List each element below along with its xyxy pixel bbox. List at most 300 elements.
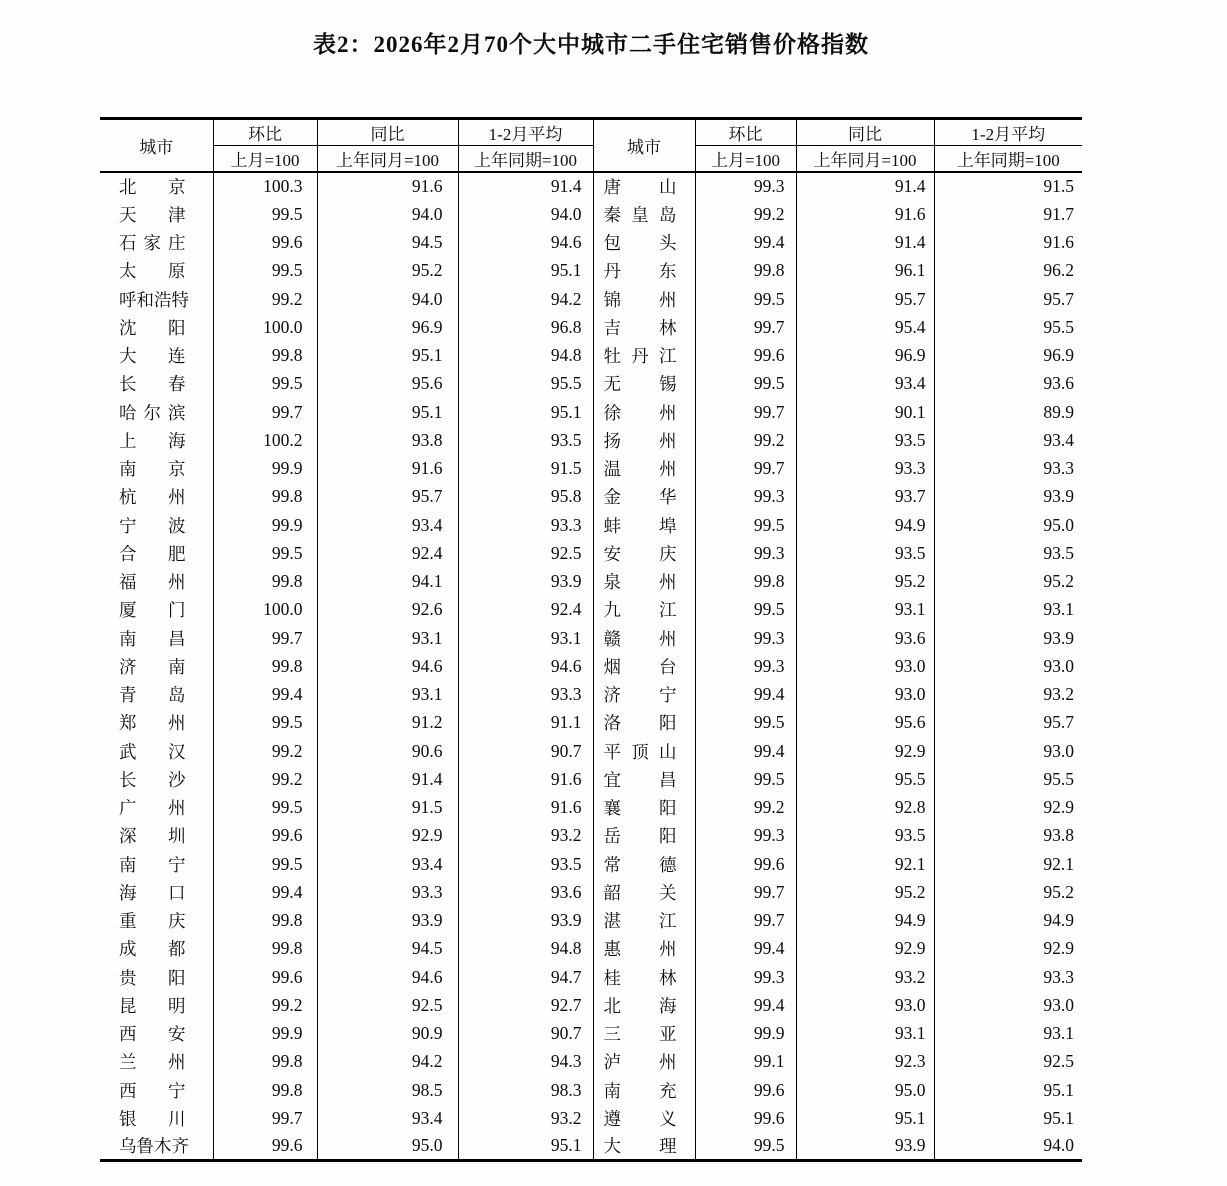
header-mom-right: 环比 (695, 119, 796, 146)
value-cell: 99.6 (213, 822, 317, 850)
value-cell: 99.5 (213, 370, 317, 398)
value-cell: 99.2 (213, 737, 317, 765)
value-cell: 93.0 (934, 652, 1082, 680)
value-cell: 93.6 (796, 624, 934, 652)
city-cell: 泸 州 (593, 1048, 695, 1076)
value-cell: 96.9 (796, 342, 934, 370)
value-cell: 99.2 (695, 794, 796, 822)
value-cell: 93.0 (796, 652, 934, 680)
city-cell: 合 肥 (119, 543, 186, 564)
value-cell: 100.2 (213, 426, 317, 454)
city-cell: 洛 阳 (593, 709, 695, 737)
value-cell: 94.5 (317, 229, 458, 257)
value-cell: 93.5 (934, 539, 1082, 567)
value-cell: 99.3 (695, 172, 796, 200)
city-cell: 青 岛 (119, 685, 186, 706)
value-cell: 91.5 (458, 455, 593, 483)
value-cell: 93.5 (458, 850, 593, 878)
value-cell: 99.4 (695, 991, 796, 1019)
value-cell: 99.8 (213, 652, 317, 680)
value-cell: 94.0 (317, 200, 458, 228)
value-cell: 93.1 (934, 596, 1082, 624)
value-cell: 99.5 (695, 370, 796, 398)
value-cell: 93.4 (317, 1104, 458, 1132)
table-row (100, 652, 1082, 680)
city-cell: 金 华 (593, 483, 695, 511)
value-cell: 99.9 (695, 1020, 796, 1048)
value-cell: 93.5 (796, 539, 934, 567)
value-cell: 93.0 (796, 991, 934, 1019)
table-row (100, 511, 1082, 539)
value-cell: 92.4 (458, 596, 593, 624)
city-cell: 九 江 (593, 596, 695, 624)
value-cell: 99.5 (695, 709, 796, 737)
value-cell: 95.1 (317, 342, 458, 370)
header-avg-left: 1-2月平均 (458, 119, 593, 146)
city-cell: 襄 阳 (593, 794, 695, 822)
value-cell: 91.5 (317, 794, 458, 822)
value-cell: 99.3 (695, 822, 796, 850)
city-cell: 呼 和 浩 特 (119, 289, 189, 310)
city-cell: 宁 波 (119, 515, 186, 536)
value-cell: 91.1 (458, 709, 593, 737)
table-row (100, 200, 1082, 228)
table-row (100, 342, 1082, 370)
value-cell: 99.8 (213, 1076, 317, 1104)
value-cell: 99.3 (695, 483, 796, 511)
value-cell: 93.3 (458, 681, 593, 709)
value-cell: 91.6 (317, 455, 458, 483)
value-cell: 93.9 (934, 624, 1082, 652)
value-cell: 99.2 (213, 765, 317, 793)
value-cell: 99.6 (213, 229, 317, 257)
value-cell: 92.9 (317, 822, 458, 850)
value-cell: 100.0 (213, 313, 317, 341)
value-cell: 95.0 (934, 511, 1082, 539)
value-cell: 93.4 (934, 426, 1082, 454)
table-row (100, 681, 1082, 709)
value-cell: 99.5 (695, 1133, 796, 1161)
value-cell: 99.5 (213, 539, 317, 567)
value-cell: 95.7 (796, 285, 934, 313)
value-cell: 99.5 (695, 765, 796, 793)
city-cell: 锦 州 (593, 285, 695, 313)
value-cell: 99.5 (695, 511, 796, 539)
header-avg-base-right: 上年同期=100 (934, 146, 1082, 173)
value-cell: 94.9 (796, 511, 934, 539)
city-cell: 北 海 (593, 991, 695, 1019)
city-cell: 宜 昌 (593, 765, 695, 793)
value-cell: 99.1 (695, 1048, 796, 1076)
header-city-right: 城市 (593, 119, 695, 173)
city-cell: 天 津 (119, 204, 186, 225)
value-cell: 95.5 (458, 370, 593, 398)
value-cell: 93.3 (934, 963, 1082, 991)
value-cell: 90.7 (458, 737, 593, 765)
value-cell: 95.2 (796, 568, 934, 596)
value-cell: 100.0 (213, 596, 317, 624)
city-cell: 长 春 (119, 374, 186, 395)
value-cell: 91.4 (317, 765, 458, 793)
value-cell: 93.2 (458, 1104, 593, 1132)
value-cell: 94.2 (317, 1048, 458, 1076)
city-cell: 湛 江 (593, 907, 695, 935)
city-cell: 岳 阳 (593, 822, 695, 850)
table-row (100, 624, 1082, 652)
city-cell: 三 亚 (593, 1020, 695, 1048)
value-cell: 99.3 (695, 652, 796, 680)
city-cell: 泉 州 (593, 568, 695, 596)
value-cell: 95.6 (796, 709, 934, 737)
value-cell: 91.7 (934, 200, 1082, 228)
city-cell: 惠 州 (593, 935, 695, 963)
table-row (100, 878, 1082, 906)
value-cell: 94.8 (458, 935, 593, 963)
city-cell: 唐 山 (593, 172, 695, 200)
header-mom-base-left: 上月=100 (213, 146, 317, 173)
table-row (100, 850, 1082, 878)
value-cell: 93.9 (458, 907, 593, 935)
city-cell: 南 昌 (119, 628, 186, 649)
value-cell: 94.9 (796, 907, 934, 935)
value-cell: 99.3 (695, 539, 796, 567)
value-cell: 99.4 (695, 737, 796, 765)
value-cell: 99.2 (695, 426, 796, 454)
table-row (100, 172, 1082, 200)
value-cell: 92.1 (796, 850, 934, 878)
value-cell: 93.3 (458, 511, 593, 539)
value-cell: 91.6 (458, 765, 593, 793)
city-cell: 济 南 (119, 656, 186, 677)
table-row (100, 313, 1082, 341)
table-row (100, 398, 1082, 426)
value-cell: 99.5 (213, 794, 317, 822)
value-cell: 95.1 (458, 257, 593, 285)
value-cell: 94.7 (458, 963, 593, 991)
city-cell: 吉 林 (593, 313, 695, 341)
value-cell: 99.5 (213, 257, 317, 285)
value-cell: 93.1 (796, 596, 934, 624)
value-cell: 92.5 (317, 991, 458, 1019)
value-cell: 100.3 (213, 172, 317, 200)
value-cell: 95.6 (317, 370, 458, 398)
header-yoy-left: 同比 (317, 119, 458, 146)
value-cell: 93.3 (796, 455, 934, 483)
value-cell: 99.8 (695, 257, 796, 285)
value-cell: 93.5 (458, 426, 593, 454)
value-cell: 94.6 (317, 963, 458, 991)
table-title: 表2：2026年2月70个大中城市二手住宅销售价格指数 (313, 32, 869, 57)
table-row (100, 794, 1082, 822)
value-cell: 92.9 (934, 935, 1082, 963)
value-cell: 99.6 (213, 1133, 317, 1161)
table-row (100, 737, 1082, 765)
value-cell: 92.9 (796, 935, 934, 963)
table-row (100, 1076, 1082, 1104)
city-cell: 济 宁 (593, 681, 695, 709)
value-cell: 93.1 (796, 1020, 934, 1048)
value-cell: 93.9 (458, 568, 593, 596)
value-cell: 99.7 (695, 313, 796, 341)
value-cell: 91.2 (317, 709, 458, 737)
value-cell: 93.2 (934, 681, 1082, 709)
value-cell: 95.2 (796, 878, 934, 906)
city-cell: 无 锡 (593, 370, 695, 398)
value-cell: 93.8 (934, 822, 1082, 850)
value-cell: 91.4 (796, 229, 934, 257)
header-avg-right: 1-2月平均 (934, 119, 1082, 146)
value-cell: 95.5 (934, 313, 1082, 341)
value-cell: 99.9 (213, 1020, 317, 1048)
value-cell: 93.5 (796, 426, 934, 454)
value-cell: 95.8 (458, 483, 593, 511)
value-cell: 99.5 (695, 285, 796, 313)
value-cell: 99.5 (213, 200, 317, 228)
value-cell: 99.8 (213, 907, 317, 935)
table-row (100, 257, 1082, 285)
city-cell: 南 京 (119, 459, 186, 480)
value-cell: 92.4 (317, 539, 458, 567)
value-cell: 95.0 (317, 1133, 458, 1161)
city-cell: 扬 州 (593, 426, 695, 454)
city-cell: 哈 尔 滨 (119, 402, 186, 423)
value-cell: 92.9 (934, 794, 1082, 822)
table-row (100, 709, 1082, 737)
value-cell: 96.9 (934, 342, 1082, 370)
table-row (100, 822, 1082, 850)
value-cell: 91.6 (796, 200, 934, 228)
value-cell: 99.4 (695, 229, 796, 257)
city-cell: 成 都 (119, 939, 186, 960)
value-cell: 92.6 (317, 596, 458, 624)
value-cell: 93.5 (796, 822, 934, 850)
header-yoy-base-right: 上年同月=100 (796, 146, 934, 173)
value-cell: 93.2 (458, 822, 593, 850)
value-cell: 99.8 (213, 1048, 317, 1076)
city-cell: 蚌 埠 (593, 511, 695, 539)
city-cell: 大 连 (119, 346, 186, 367)
value-cell: 90.6 (317, 737, 458, 765)
value-cell: 96.2 (934, 257, 1082, 285)
value-cell: 94.8 (458, 342, 593, 370)
value-cell: 91.6 (317, 172, 458, 200)
city-cell: 南 充 (593, 1076, 695, 1104)
value-cell: 99.3 (695, 624, 796, 652)
value-cell: 93.0 (934, 737, 1082, 765)
value-cell: 90.7 (458, 1020, 593, 1048)
city-cell: 福 州 (119, 572, 186, 593)
value-cell: 99.6 (213, 963, 317, 991)
value-cell: 95.4 (796, 313, 934, 341)
value-cell: 99.4 (213, 878, 317, 906)
city-cell: 郑 州 (119, 713, 186, 734)
value-cell: 89.9 (934, 398, 1082, 426)
city-cell: 牡 丹 江 (593, 342, 695, 370)
value-cell: 93.9 (796, 1133, 934, 1161)
value-cell: 99.8 (213, 483, 317, 511)
value-cell: 94.1 (317, 568, 458, 596)
value-cell: 95.1 (458, 1133, 593, 1161)
city-cell: 烟 台 (593, 652, 695, 680)
value-cell: 99.3 (695, 963, 796, 991)
value-cell: 96.1 (796, 257, 934, 285)
value-cell: 96.9 (317, 313, 458, 341)
price-index-table (100, 117, 1082, 1162)
table-row (100, 963, 1082, 991)
value-cell: 90.9 (317, 1020, 458, 1048)
value-cell: 94.6 (458, 229, 593, 257)
value-cell: 93.6 (934, 370, 1082, 398)
table-row (100, 935, 1082, 963)
table-row (100, 596, 1082, 624)
table-row (100, 765, 1082, 793)
table-row (100, 539, 1082, 567)
value-cell: 99.7 (213, 1104, 317, 1132)
value-cell: 95.1 (934, 1104, 1082, 1132)
value-cell: 92.8 (796, 794, 934, 822)
city-cell: 杭 州 (119, 487, 186, 508)
value-cell: 95.1 (458, 398, 593, 426)
header-avg-base-left: 上年同期=100 (458, 146, 593, 173)
value-cell: 91.6 (458, 794, 593, 822)
city-cell: 广 州 (119, 798, 186, 819)
table-row (100, 229, 1082, 257)
city-cell: 遵 义 (593, 1104, 695, 1132)
value-cell: 95.2 (317, 257, 458, 285)
city-cell: 常 德 (593, 850, 695, 878)
value-cell: 94.0 (934, 1133, 1082, 1161)
value-cell: 96.8 (458, 313, 593, 341)
city-cell: 乌 鲁 木 齐 (119, 1136, 189, 1157)
city-cell: 石 家 庄 (119, 233, 186, 254)
header-city-left: 城市 (100, 119, 213, 173)
value-cell: 95.2 (934, 878, 1082, 906)
value-cell: 93.1 (317, 681, 458, 709)
value-cell: 93.0 (796, 681, 934, 709)
value-cell: 95.5 (796, 765, 934, 793)
value-cell: 93.6 (458, 878, 593, 906)
table-header (100, 119, 1082, 173)
table-row (100, 426, 1082, 454)
value-cell: 93.1 (934, 1020, 1082, 1048)
value-cell: 99.9 (213, 455, 317, 483)
value-cell: 99.8 (213, 342, 317, 370)
value-cell: 94.0 (458, 200, 593, 228)
city-cell: 安 庆 (593, 539, 695, 567)
city-cell: 贵 阳 (119, 967, 186, 988)
value-cell: 99.2 (695, 200, 796, 228)
value-cell: 93.9 (934, 483, 1082, 511)
value-cell: 94.3 (458, 1048, 593, 1076)
value-cell: 92.3 (796, 1048, 934, 1076)
city-cell: 北 京 (119, 177, 186, 198)
value-cell: 99.7 (695, 455, 796, 483)
city-cell: 海 口 (119, 882, 186, 903)
value-cell: 92.1 (934, 850, 1082, 878)
city-cell: 丹 东 (593, 257, 695, 285)
city-cell: 西 安 (119, 1024, 186, 1045)
value-cell: 93.4 (317, 850, 458, 878)
value-cell: 91.4 (458, 172, 593, 200)
value-cell: 99.2 (213, 991, 317, 1019)
value-cell: 99.2 (213, 285, 317, 313)
value-cell: 95.7 (934, 709, 1082, 737)
value-cell: 92.7 (458, 991, 593, 1019)
value-cell: 99.6 (695, 850, 796, 878)
value-cell: 95.7 (934, 285, 1082, 313)
table-row (100, 285, 1082, 313)
value-cell: 93.4 (317, 511, 458, 539)
value-cell: 93.0 (934, 991, 1082, 1019)
value-cell: 99.7 (695, 907, 796, 935)
header-yoy-right: 同比 (796, 119, 934, 146)
city-cell: 大 理 (593, 1133, 695, 1161)
city-cell: 南 宁 (119, 854, 186, 875)
value-cell: 94.6 (458, 652, 593, 680)
value-cell: 99.4 (695, 681, 796, 709)
value-cell: 92.5 (934, 1048, 1082, 1076)
city-cell: 重 庆 (119, 911, 186, 932)
table-row (100, 1104, 1082, 1132)
value-cell: 93.3 (317, 878, 458, 906)
value-cell: 93.8 (317, 426, 458, 454)
city-cell: 上 海 (119, 430, 186, 451)
value-cell: 94.6 (317, 652, 458, 680)
table-row (100, 1048, 1082, 1076)
value-cell: 93.9 (317, 907, 458, 935)
city-cell: 西 宁 (119, 1080, 186, 1101)
value-cell: 93.2 (796, 963, 934, 991)
value-cell: 92.9 (796, 737, 934, 765)
header-mom-left: 环比 (213, 119, 317, 146)
value-cell: 94.5 (317, 935, 458, 963)
value-cell: 99.6 (695, 1104, 796, 1132)
value-cell: 95.0 (796, 1076, 934, 1104)
value-cell: 95.1 (796, 1104, 934, 1132)
value-cell: 99.5 (213, 709, 317, 737)
value-cell: 99.7 (695, 398, 796, 426)
value-cell: 99.8 (213, 568, 317, 596)
city-cell: 昆 明 (119, 995, 186, 1016)
city-cell: 武 汉 (119, 741, 186, 762)
value-cell: 99.4 (695, 935, 796, 963)
city-cell: 赣 州 (593, 624, 695, 652)
city-cell: 兰 州 (119, 1052, 186, 1073)
value-cell: 94.0 (317, 285, 458, 313)
city-cell: 温 州 (593, 455, 695, 483)
city-cell: 太 原 (119, 261, 186, 282)
table-row (100, 483, 1082, 511)
value-cell: 99.7 (213, 624, 317, 652)
value-cell: 92.5 (458, 539, 593, 567)
value-cell: 93.4 (796, 370, 934, 398)
value-cell: 94.2 (458, 285, 593, 313)
value-cell: 93.7 (796, 483, 934, 511)
city-cell: 沈 阳 (119, 317, 186, 338)
value-cell: 91.6 (934, 229, 1082, 257)
value-cell: 99.5 (695, 596, 796, 624)
city-cell: 韶 关 (593, 878, 695, 906)
value-cell: 98.5 (317, 1076, 458, 1104)
value-cell: 99.8 (213, 935, 317, 963)
city-cell: 平 顶 山 (593, 737, 695, 765)
city-cell: 厦 门 (119, 600, 186, 621)
table-row (100, 1133, 1082, 1161)
value-cell: 93.1 (317, 624, 458, 652)
city-cell: 徐 州 (593, 398, 695, 426)
value-cell: 99.8 (695, 568, 796, 596)
value-cell: 95.2 (934, 568, 1082, 596)
